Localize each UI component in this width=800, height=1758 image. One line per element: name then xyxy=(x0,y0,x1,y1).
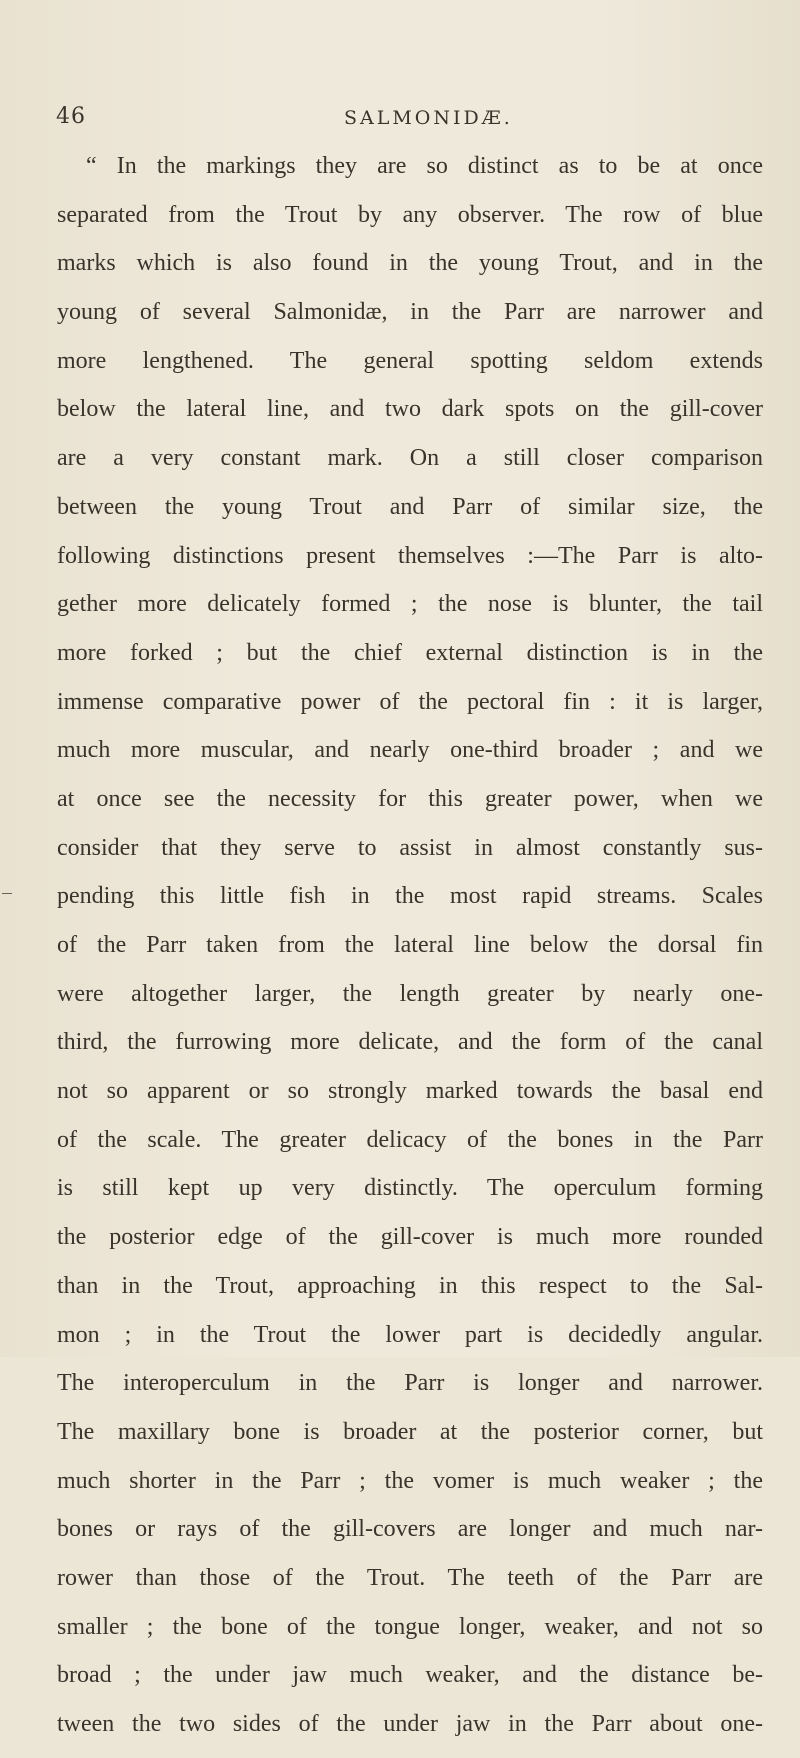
text-line: more lengthened. The general spotting seldom extends xyxy=(57,347,763,374)
text-line: much shorter in the Parr ; the vomer is much weaker ; the xyxy=(57,1467,763,1494)
text-line: The interoperculum in the Parr is longer and narrower. xyxy=(57,1370,763,1397)
running-title: SALMONIDÆ. xyxy=(344,107,513,129)
text-line: much more muscular, and nearly one-third broader ; and we xyxy=(57,737,763,764)
page-number: 46 xyxy=(56,104,86,129)
text-line: at once see the necessity for this greater power, when we xyxy=(57,785,763,812)
text-line: of the Parr taken from the lateral line below the dorsal fin xyxy=(57,932,763,958)
text-line: bones or rays of the gill-covers are longer and much nar- xyxy=(57,1516,763,1543)
text-line: than in the Trout, approaching in this respect to the Sal- xyxy=(57,1272,763,1299)
text-line: following distinctions present themselves :—The Parr is alto- xyxy=(57,542,763,569)
text-line: third, the furrowing more delicate, and the form of the canal xyxy=(57,1029,763,1056)
text-line: consider that they serve to assist in almost constantly sus- xyxy=(57,834,763,861)
text-line: of the scale. The greater delicacy of the bones in the Parr xyxy=(57,1126,763,1153)
text-line: the posterior edge of the gill-cover is much more rounded xyxy=(57,1224,763,1251)
text-line: immense comparative power of the pectoral fin : it is larger, xyxy=(57,688,763,715)
text-line: “ In the markings they are so distinct as to be at once xyxy=(86,153,763,179)
text-line: are a very constant mark. On a still closer comparison xyxy=(57,445,763,472)
text-line: pending this little fish in the most rapid streams. Scales xyxy=(57,883,763,910)
text-line: mon ; in the Trout the lower part is decidedly angular. xyxy=(57,1321,763,1348)
text-line: The maxillary bone is broader at the posterior corner, but xyxy=(57,1418,763,1445)
text-line: were altogether larger, the length greater by nearly one- xyxy=(57,980,763,1007)
text-line: separated from the Trout by any observer. The row of blue xyxy=(57,201,763,228)
text-line: smaller ; the bone of the tongue longer, weaker, and not so xyxy=(57,1613,763,1640)
text-line: rower than those of the Trout. The teeth of the Parr are xyxy=(57,1564,763,1591)
text-line: below the lateral line, and two dark spots on the gill-cover xyxy=(57,396,763,423)
text-line: marks which is also found in the young Trout, and in the xyxy=(57,250,763,277)
text-line: between the young Trout and Parr of similar size, the xyxy=(57,493,763,520)
text-line: young of several Salmonidæ, in the Parr are narrower and xyxy=(57,299,763,326)
text-line: more forked ; but the chief external distinction is in the xyxy=(57,639,763,666)
margin-mark xyxy=(2,893,12,894)
text-line: not so apparent or so strongly marked towards the basal end xyxy=(57,1078,763,1105)
body-paragraph xyxy=(57,151,763,1758)
text-line: is still kept up very distinctly. The operculum forming xyxy=(57,1175,763,1202)
text-line: broad ; the under jaw much weaker, and the distance be- xyxy=(57,1662,763,1689)
text-line: gether more delicately formed ; the nose is blunter, the tail xyxy=(57,591,763,618)
running-head xyxy=(56,104,756,134)
text-line: tween the two sides of the under jaw in the Parr about one- xyxy=(57,1711,763,1737)
